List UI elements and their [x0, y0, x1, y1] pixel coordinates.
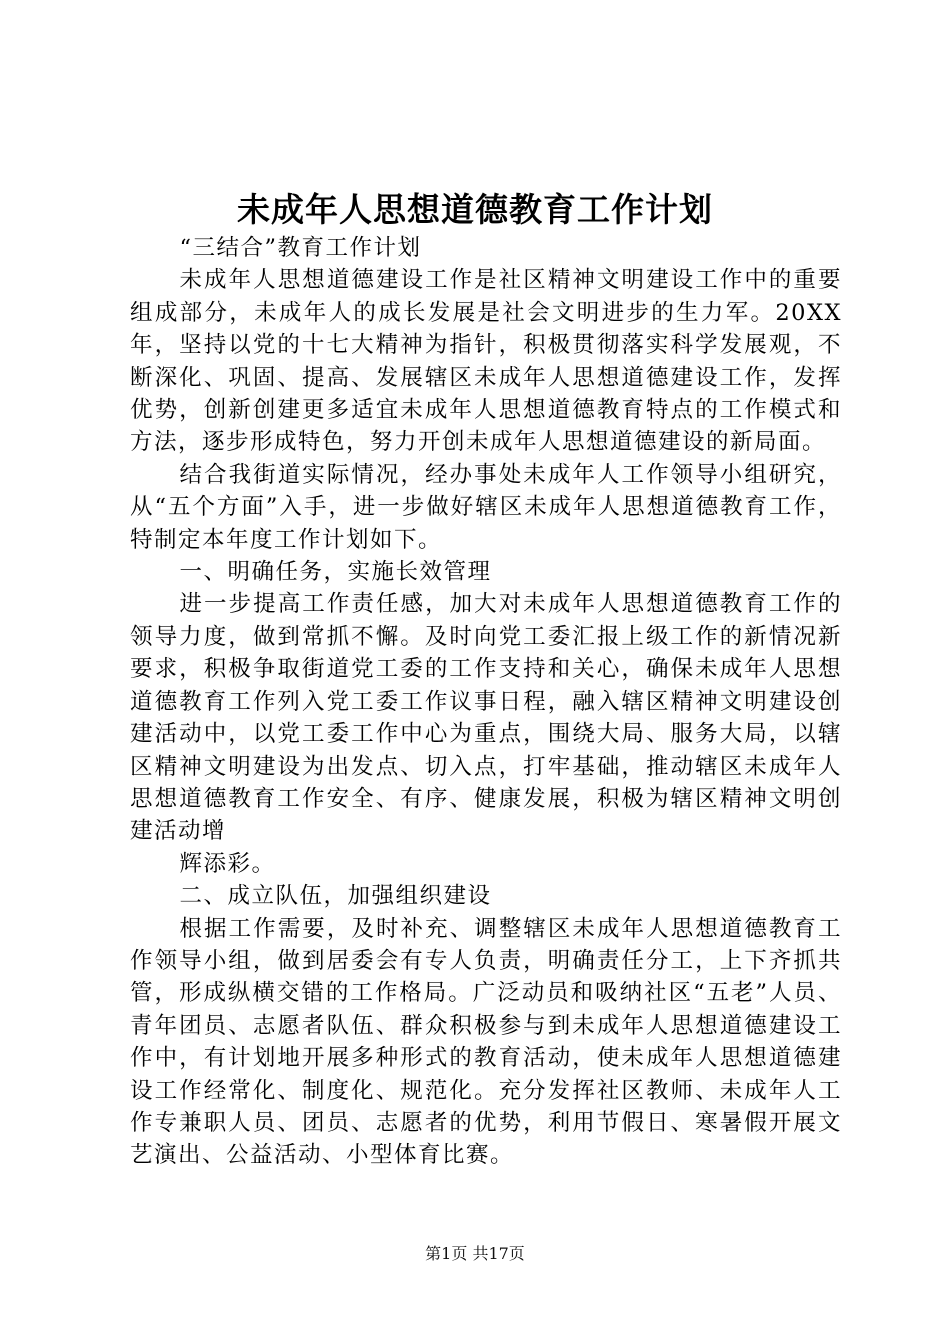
paragraph-intro: 未成年人思想道德建设工作是社区精神文明建设工作中的重要组成部分，未成年人的成长发展是社会文明进步的生力军。20XX年，坚持以党的十七大精神为指针，积极贯彻落实科学发展观，不断深化、巩固、提高、发展辖区未成年人思想道德建设工作，发挥优势，创新创建更多适宜未成年人思想道德教育特点的工作模式和方法，逐步形成特色，努力开创未成年人思想道德建设的新局面。 — [130, 267, 842, 456]
paragraph-plan-overview: 结合我街道实际情况，经办事处未成年人工作领导小组研究，从“五个方面”入手，进一步做好辖区未成年人思想道德教育工作，特制定本年度工作计划如下。 — [130, 461, 842, 553]
paragraph-section-2: 根据工作需要，及时补充、调整辖区未成年人思想道德教育工作领导小组，做到居委会有专人负责，明确责任分工，上下齐抓共管，形成纵横交错的工作格局。广泛动员和吸纳社区“五老”人员、青年团员、志愿者队伍、群众积极参与到未成年人思想道德建设工作中，有计划地开展多种形式的教育活动，使未成年人思想道德建设工作经常化、制度化、规范化。充分发挥社区教师、未成年人工作专兼职人员、团员、志愿者的优势，利用节假日、寒暑假开展文艺演出、公益活动、小型体育比赛。 — [130, 915, 842, 1169]
paragraph-section-1-tail: 辉添彩。 — [179, 850, 276, 877]
document-body — [130, 232, 842, 1172]
page-footer: 第1页 共17页 — [425, 1244, 525, 1263]
paragraph-section-1: 进一步提高工作责任感，加大对未成年人思想道德教育工作的领导力度，做到常抓不懈。及时向党工委汇报上级工作的新情况新要求，积极争取街道党工委的工作支持和关心，确保未成年人思想道德教育工作列入党工委工作议事日程，融入辖区精神文明建设创建活动中，以党工委工作中心为重点，围绕大局、服务大局，以辖区精神文明建设为出发点、切入点，打牢基础，推动辖区未成年人思想道德教育工作安全、有序、健康发展，积极为辖区精神文明创建活动增 — [130, 591, 842, 845]
paragraph-subtitle: “三结合”教育工作计划 — [179, 235, 422, 261]
section-heading-1: 一、明确任务，实施长效管理 — [179, 559, 492, 586]
section-heading-2: 二、成立队伍，加强组织建设 — [179, 883, 492, 910]
document-title: 未成年人思想道德教育工作计划 — [237, 190, 713, 229]
